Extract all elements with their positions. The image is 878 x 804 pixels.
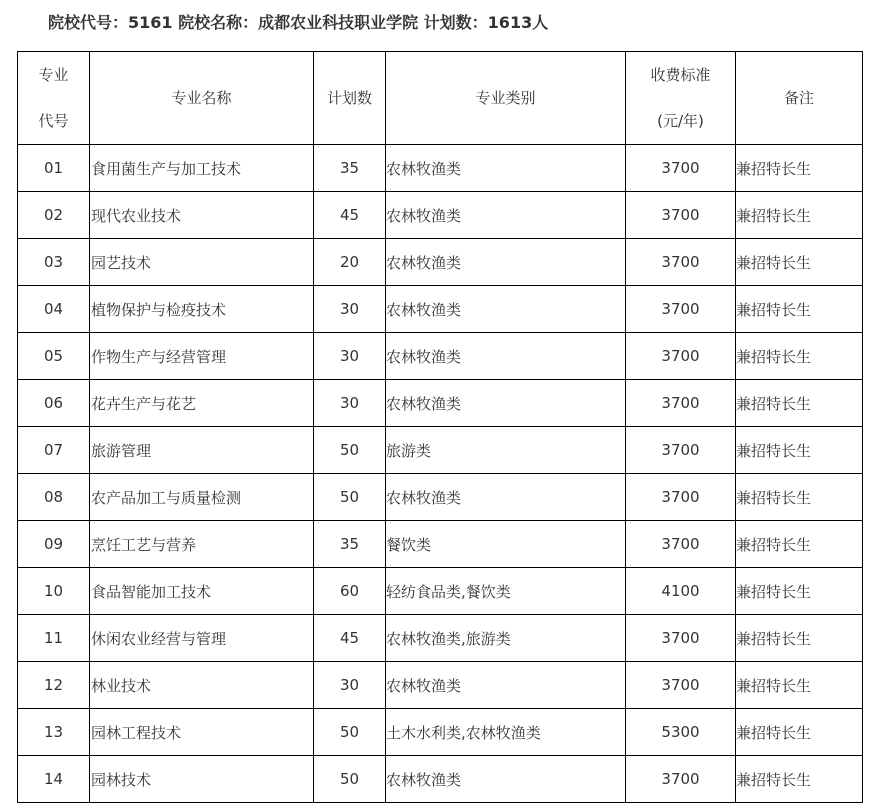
cell-count: 50 [314, 474, 386, 521]
cell-name: 旅游管理 [90, 427, 314, 474]
cell-category: 农林牧渔类 [386, 380, 626, 427]
cell-name: 花卉生产与花艺 [90, 380, 314, 427]
header-major-name: 专业名称 [90, 52, 314, 145]
cell-name: 园林工程技术 [90, 709, 314, 756]
cell-note: 兼招特长生 [736, 521, 863, 568]
cell-fee: 3700 [626, 521, 736, 568]
cell-count: 30 [314, 380, 386, 427]
table-row [18, 380, 863, 427]
cell-code: 03 [18, 239, 90, 286]
cell-category: 农林牧渔类 [386, 333, 626, 380]
cell-code: 01 [18, 145, 90, 192]
cell-name: 休闲农业经营与管理 [90, 615, 314, 662]
cell-name: 植物保护与检疫技术 [90, 286, 314, 333]
cell-note: 兼招特长生 [736, 380, 863, 427]
table-row [18, 568, 863, 615]
cell-note: 兼招特长生 [736, 709, 863, 756]
header-fee-line2: (元/年) [657, 112, 704, 130]
cell-category: 农林牧渔类 [386, 756, 626, 803]
cell-code: 04 [18, 286, 90, 333]
header-major-code-line2: 代号 [38, 112, 69, 130]
cell-name: 烹饪工艺与营养 [90, 521, 314, 568]
header-fee-line1: 收费标准 [650, 66, 711, 84]
cell-count: 50 [314, 427, 386, 474]
cell-count: 30 [314, 662, 386, 709]
cell-category: 餐饮类 [386, 521, 626, 568]
cell-fee: 3700 [626, 333, 736, 380]
cell-fee: 3700 [626, 192, 736, 239]
cell-code: 13 [18, 709, 90, 756]
table-row [18, 474, 863, 521]
table-row [18, 286, 863, 333]
cell-fee: 3700 [626, 145, 736, 192]
cell-category: 农林牧渔类 [386, 286, 626, 333]
table-row [18, 662, 863, 709]
cell-fee: 3700 [626, 474, 736, 521]
cell-fee: 5300 [626, 709, 736, 756]
cell-note: 兼招特长生 [736, 615, 863, 662]
table-row [18, 192, 863, 239]
cell-note: 兼招特长生 [736, 145, 863, 192]
cell-fee: 3700 [626, 427, 736, 474]
cell-category: 农林牧渔类 [386, 474, 626, 521]
cell-count: 30 [314, 333, 386, 380]
cell-count: 60 [314, 568, 386, 615]
table-row [18, 427, 863, 474]
cell-note: 兼招特长生 [736, 192, 863, 239]
page-title: 院校代号：5161 院校名称：成都农业科技职业学院 计划数：1613人 [48, 13, 549, 32]
cell-name: 林业技术 [90, 662, 314, 709]
table-row [18, 615, 863, 662]
cell-note: 兼招特长生 [736, 756, 863, 803]
cell-code: 12 [18, 662, 90, 709]
header-fee-standard [626, 52, 736, 145]
cell-category: 农林牧渔类 [386, 192, 626, 239]
cell-note: 兼招特长生 [736, 427, 863, 474]
cell-code: 14 [18, 756, 90, 803]
cell-code: 05 [18, 333, 90, 380]
cell-count: 50 [314, 709, 386, 756]
cell-name: 食用菌生产与加工技术 [90, 145, 314, 192]
cell-category: 农林牧渔类 [386, 662, 626, 709]
cell-category: 农林牧渔类,旅游类 [386, 615, 626, 662]
cell-fee: 3700 [626, 286, 736, 333]
cell-name: 农产品加工与质量检测 [90, 474, 314, 521]
table-row [18, 333, 863, 380]
cell-fee: 3700 [626, 380, 736, 427]
table-row [18, 521, 863, 568]
cell-note: 兼招特长生 [736, 662, 863, 709]
cell-count: 35 [314, 145, 386, 192]
header-major-code [18, 52, 90, 145]
cell-category: 农林牧渔类 [386, 239, 626, 286]
cell-code: 06 [18, 380, 90, 427]
table-row [18, 756, 863, 803]
cell-code: 08 [18, 474, 90, 521]
cell-category: 土木水利类,农林牧渔类 [386, 709, 626, 756]
cell-name: 食品智能加工技术 [90, 568, 314, 615]
cell-category: 农林牧渔类 [386, 145, 626, 192]
header-major-category: 专业类别 [386, 52, 626, 145]
cell-note: 兼招特长生 [736, 286, 863, 333]
cell-count: 20 [314, 239, 386, 286]
cell-fee: 3700 [626, 662, 736, 709]
cell-name: 作物生产与经营管理 [90, 333, 314, 380]
cell-code: 07 [18, 427, 90, 474]
enrollment-plan-table [17, 51, 863, 803]
cell-name: 园林技术 [90, 756, 314, 803]
cell-code: 11 [18, 615, 90, 662]
cell-fee: 3700 [626, 756, 736, 803]
cell-count: 45 [314, 192, 386, 239]
table-row [18, 239, 863, 286]
cell-code: 10 [18, 568, 90, 615]
cell-count: 35 [314, 521, 386, 568]
cell-fee: 3700 [626, 239, 736, 286]
cell-category: 轻纺食品类,餐饮类 [386, 568, 626, 615]
cell-name: 园艺技术 [90, 239, 314, 286]
header-remarks: 备注 [736, 52, 863, 145]
cell-note: 兼招特长生 [736, 333, 863, 380]
cell-code: 02 [18, 192, 90, 239]
cell-fee: 4100 [626, 568, 736, 615]
header-plan-count: 计划数 [314, 52, 386, 145]
cell-note: 兼招特长生 [736, 239, 863, 286]
cell-count: 45 [314, 615, 386, 662]
table-row [18, 709, 863, 756]
cell-code: 09 [18, 521, 90, 568]
cell-note: 兼招特长生 [736, 568, 863, 615]
cell-name: 现代农业技术 [90, 192, 314, 239]
cell-category: 旅游类 [386, 427, 626, 474]
table-row [18, 145, 863, 192]
cell-count: 50 [314, 756, 386, 803]
cell-note: 兼招特长生 [736, 474, 863, 521]
header-major-code-line1: 专业 [38, 66, 69, 84]
cell-fee: 3700 [626, 615, 736, 662]
table-header-row [18, 52, 863, 145]
cell-count: 30 [314, 286, 386, 333]
